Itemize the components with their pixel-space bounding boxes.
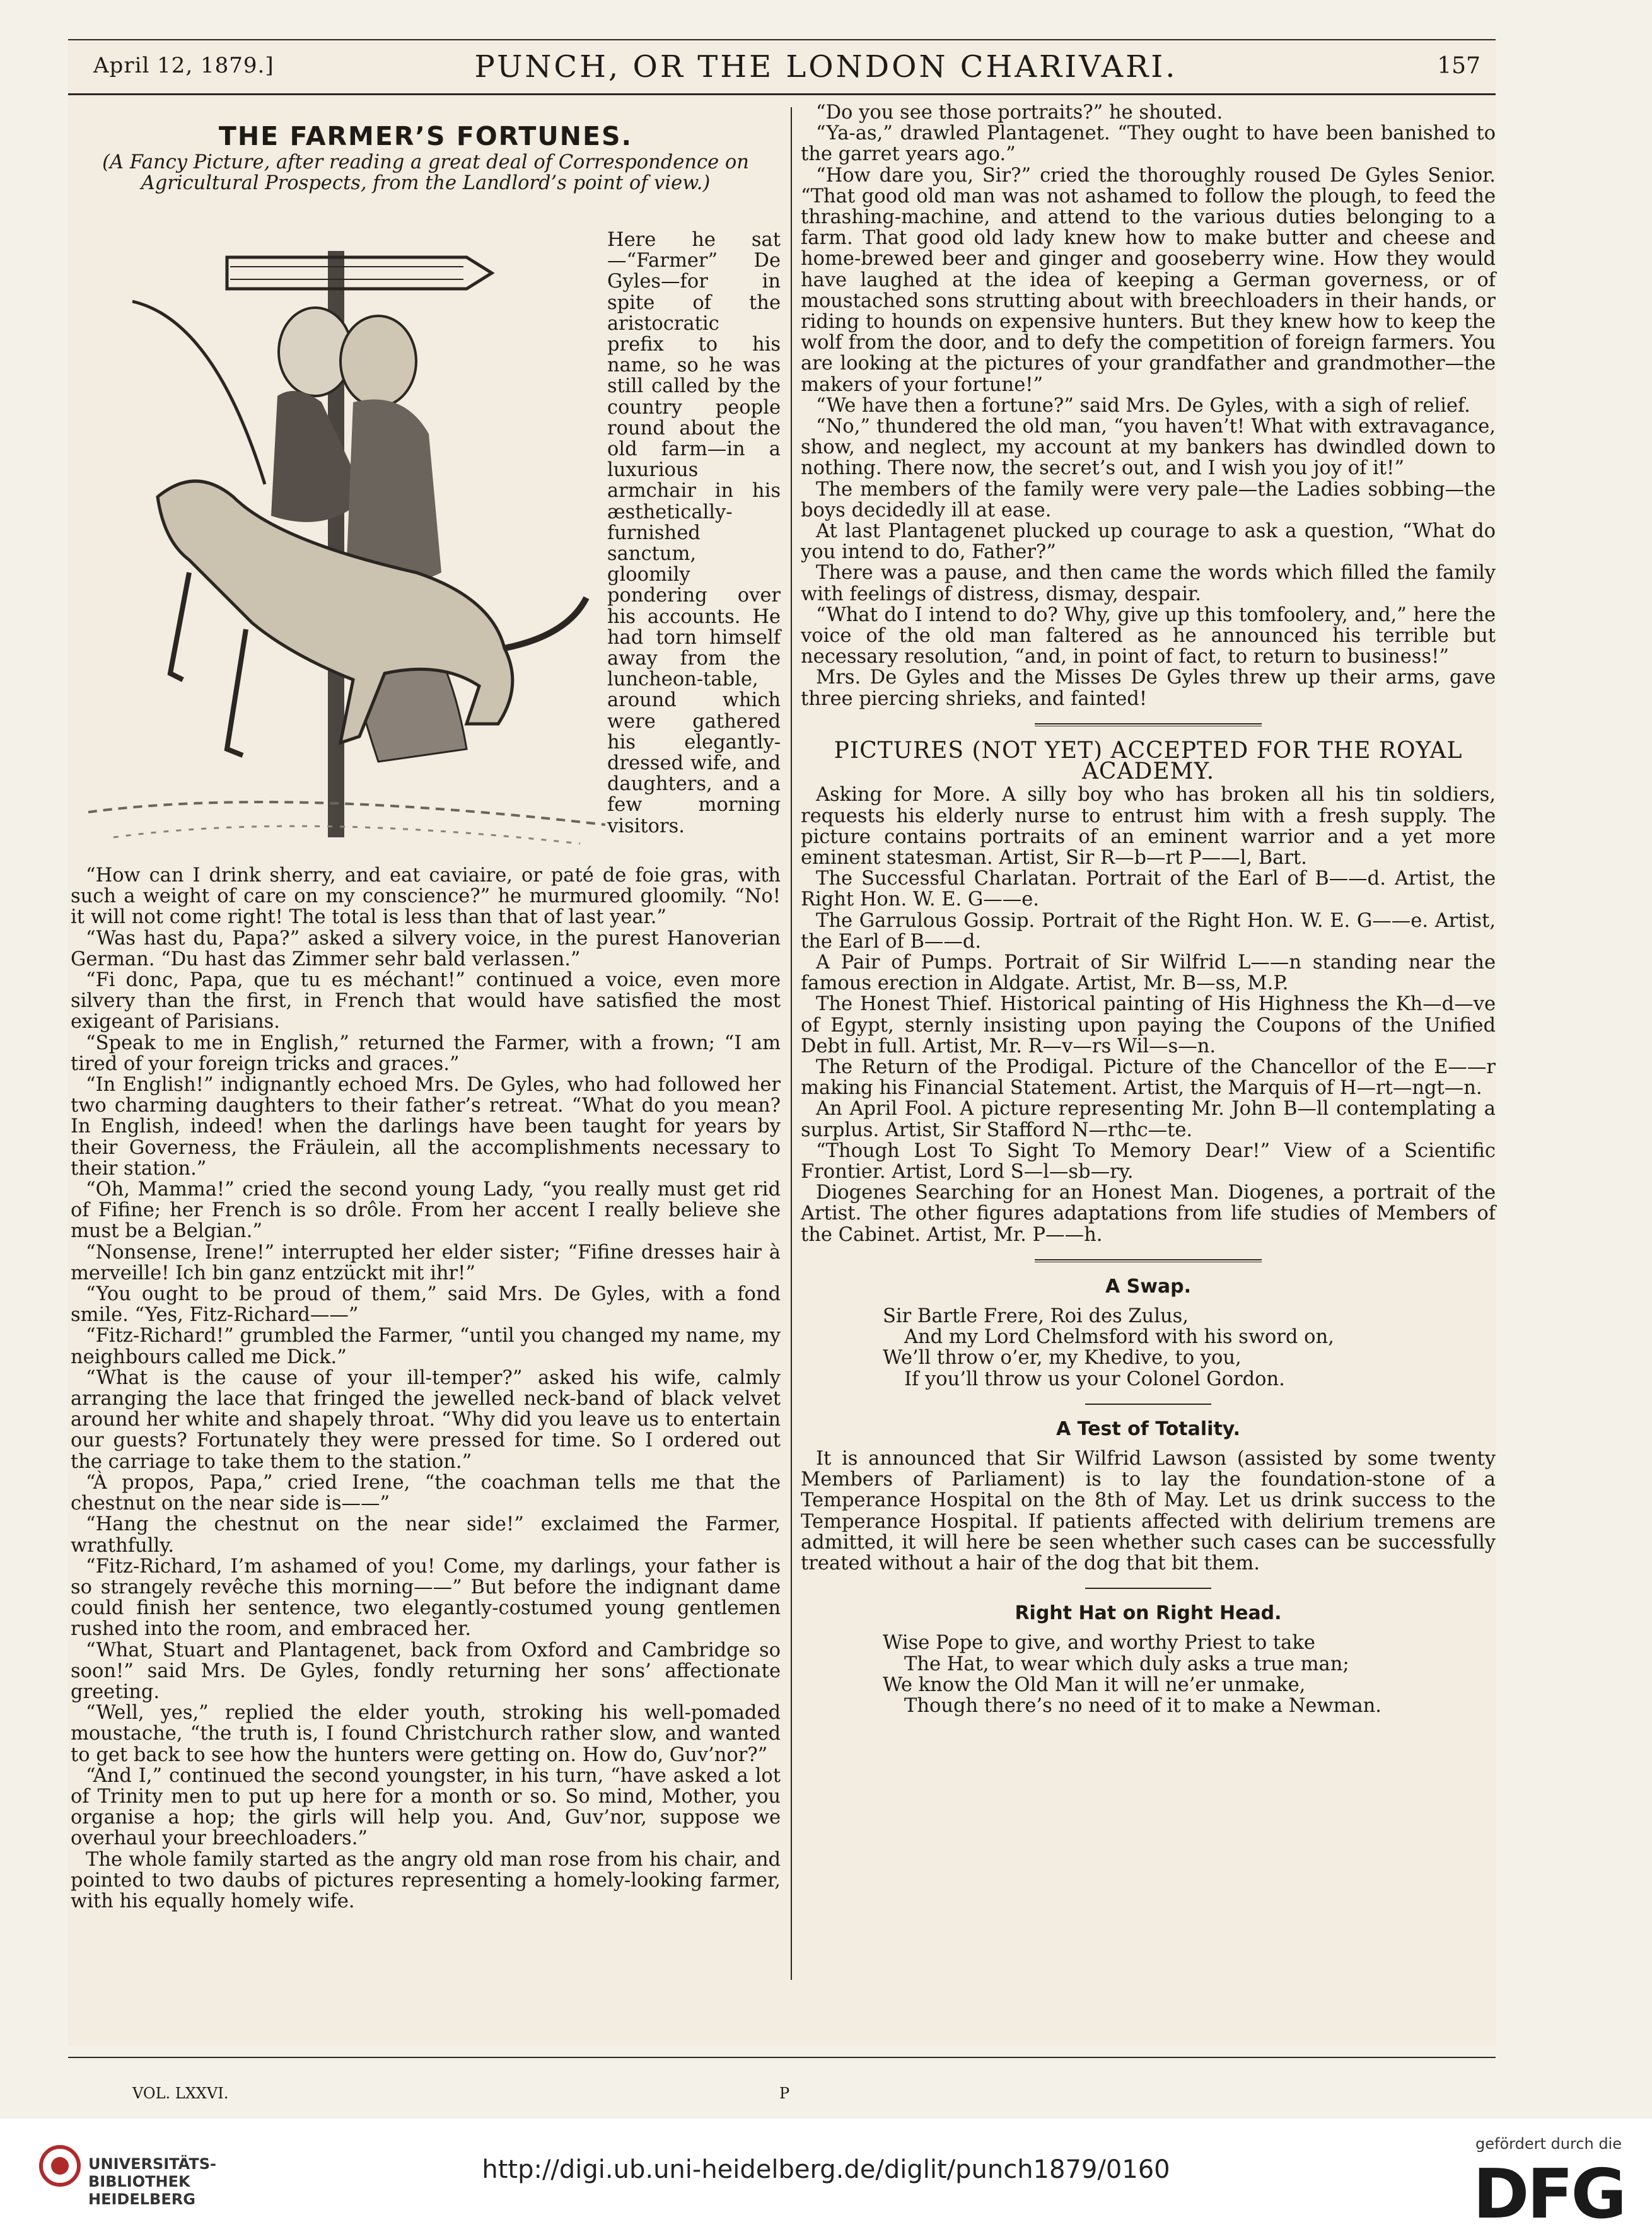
pictures-entry: The Honest Thief. Historical painting of His Highness the Kh—d—ve of Egypt, sternly insisting upon paying the Coupons of the Unified Debt in full. Artist, Mr. R—v—rs Wil—s—n. [801,993,1496,1057]
story-paragraph: “Oh, Mamma!” cried the second young Lady, “you really must get rid of Fifine; her French is so drôle. From her accent I really believe she must be a Belgian.” [71,1178,781,1243]
story-paragraph: “Fitz-Richard, I’m ashamed of you! Come, my darlings, your father is so strangely revêche this morning——” But before the indignant dame could finish her sentence, two elegantly-costumed young gentlemen rushed into the room, and embraced her. [71,1555,781,1641]
verse-line: Though there’s no need of it to make a Newman. [904,1695,1382,1718]
story-paragraph: “How dare you, Sir?” cried the thoroughly roused De Gyles Senior. “That good old man was not ashamed to follow the plough, to feed the thrashing-machine, and attend to the various duties belonging to a farm. That good old lady knew how to make butter and cheese and home-brewed beer and ginger and gooseberry wine. How they would have laughed at the idea of keeping a German governess, or of moustached sons strutting about with breechloaders in their hands, or riding to hounds on expensive hunters. But they knew how to keep the wolf from the door, and to defy the competition of foreign farmers. You are looking at the pictures of your grandfather and grandmother—the makers of your fortune!” [801,164,1496,396]
header-rule [68,93,1496,95]
story-paragraph: “Ya-as,” drawled Plantagenet. “They ought to have been banished to the garret years ago.” [801,122,1496,166]
verse-line: Wise Pope to give, and worthy Priest to take [883,1632,1315,1655]
dfg-logo: DFG [1472,2155,1624,2234]
hat-verse [883,1632,1496,1716]
story-paragraph: “In English!” indignantly echoed Mrs. De Gyles, who had followed her two charming daughters to their father’s retreat. “What do you mean? In English, indeed! when the darlings have been taught for years by their Governess, the Fräulein, all the accomplishments necessary to their station.” [71,1074,781,1180]
story-paragraph: “Was hast du, Papa?” asked a silvery voice, in the purest Hanoverian German. “Du hast das Zimmer sehr bald verlassen.” [71,927,781,970]
pictures-title: PICTURES (NOT YET) ACCEPTED FOR THE ROYAL ACADEMY. [834,737,1463,785]
story-paragraph: “Hang the chestnut on the near side!” exclaimed the Farmer, wrathfully. [71,1513,781,1557]
pictures-entry: The Return of the Prodigal. Picture of the Chancellor of the E——r making his Financial Statement. Artist, the Marquis of H—rt—ngt—n. [801,1056,1496,1100]
section-separator [1035,723,1262,726]
story-paragraph: “Fi donc, Papa, que tu es méchant!” continued a voice, even more silvery than the first, in French that would have satisfied the most exigeant of Parisians. [71,969,781,1033]
story-paragraph: Mrs. De Gyles and the Misses De Gyles threw up their arms, gave three piercing shrieks, and fainted! [801,666,1496,710]
story-paragraph: “We have then a fortune?” said Mrs. De Gyles, with a sigh of relief. [816,394,1470,417]
pictures-entry: Asking for More. A silly boy who has broken all his tin soldiers, requests his elderly nurse to entrust him with a fresh supply. The picture contains portraits of an eminent warrior and a yet more eminent statesman. Artist, Sir R—b—rt P——l, Bart. [801,784,1496,869]
article-subtitle: (A Fancy Picture, after reading a great deal of Correspondence on Agricultural Prospects, from the Landlord’s point of view.) [102,151,749,195]
pictures-entry: A Pair of Pumps. Portrait of Sir Wilfrid L——n standing near the famous erection in Aldgate. Artist, Mr. B—ss, M.P. [801,951,1496,995]
story-paragraph: “And I,” continued the second youngster, in his turn, “have asked a lot of Trinity men to put up here for a month or so. So mind, Mother, you organise a hop; the girls will help you. And, Guv’nor, suppose we overhaul your breechloaders.” [71,1764,781,1850]
pictures-entry: Diogenes Searching for an Honest Man. Diogenes, a portrait of the Artist. The other figures adaptations from life studies of Members of the Cabinet. Artist, Mr. P——h. [801,1182,1496,1246]
verse-line: The Hat, to wear which duly asks a true man; [904,1653,1349,1675]
pictures-entry: “Though Lost To Sight To Memory Dear!” View of a Scientific Frontier. Artist, Lord S—l—sb—ry. [801,1139,1496,1183]
story-paragraph: “What, Stuart and Plantagenet, back from Oxford and Cambridge so soon!” said Mrs. De Gyles, fondly returning her sons’ affectionate greeting. [71,1639,781,1703]
story-paragraph: “Speak to me in English,” returned the Farmer, with a frown; “I am tired of your foreign tricks and graces.” [71,1032,781,1075]
library-name-line: HEIDELBERG [88,2190,195,2208]
verse-line: Sir Bartle Frere, Roi des Zulus, [883,1305,1189,1327]
swap-title: A Swap. [1105,1275,1192,1298]
story-paragraph: “Nonsense, Irene!” interrupted her elder sister; “Fifine dresses hair à merveille! Ich bin ganz entzückt mit ihr!” [71,1241,781,1284]
volume-number: VOL. LXXVI. [132,2085,229,2102]
story-paragraph: The members of the family were very pale—the Ladies sobbing—the boys decidedly ill at ease. [801,478,1496,521]
pictures-entry: The Garrulous Gossip. Portrait of the Right Hon. W. E. G——e. Artist, the Earl of B——d. [801,909,1496,953]
column-divider [791,107,792,1980]
story-paragraph: “Do you see those portraits?” he shouted. [816,102,1223,124]
right-column [801,102,1496,1716]
masthead-title: PUNCH, OR THE LONDON CHARIVARI. [474,49,1178,84]
farmer-heading-block [71,121,781,198]
verse-line: We’ll throw o’er, my Khedive, to you, [883,1347,1242,1370]
source-url-link[interactable]: http://digi.ub.uni-heidelberg.de/diglit/punch1879/0160 [482,2155,1170,2184]
hat-title: Right Hat on Right Head. [1015,1602,1282,1625]
story-paragraph: “You ought to be proud of them,” said Mrs. De Gyles, with a fond smile. “Yes, Fitz-Richard——” [71,1283,781,1327]
story-paragraph: “Fitz-Richard!” grumbled the Farmer, “until you changed my name, my neighbours called me Dick.” [71,1325,781,1368]
page-number: 157 [1437,53,1480,79]
story-paragraph: There was a pause, and then came the words which filled the family with feelings of distress, dismay, despair. [801,562,1496,605]
library-name-line: UNIVERSITÄTS- [88,2155,217,2173]
signature-mark: P [779,2085,790,2102]
section-separator [1035,1259,1262,1262]
farmer-story-column [71,865,781,1912]
swap-verse [883,1306,1496,1390]
library-name-line: BIBLIOTHEK [88,2173,190,2190]
verse-line: And my Lord Chelmsford with his sword on, [904,1326,1334,1349]
pictures-entry: The Successful Charlatan. Portrait of the Earl of B——d. Artist, the Right Hon. W. E. G——e. [801,868,1496,911]
bottom-rule [68,2057,1496,2058]
story-paragraph: “What do I intend to do? Why, give up this tomfoolery, and,” here the voice of the old man faltered as he announced his terrible but necessary resolution, “and, in point of fact, to return to business!” [801,603,1496,668]
totality-title: A Test of Totality. [1056,1417,1241,1440]
story-paragraph: “What is the cause of your ill-temper?” asked his wife, calmly arranging the lace that fringed the jewelled neck-band of black velvet around her white and shapely throat. “Why did you leave us to entertain our guests? Fortunately they were pressed for time. So I ordered out the carriage to take them to the station.” [71,1366,781,1473]
totality-text: It is announced that Sir Wilfrid Lawson (assisted by some twenty Members of Parliament) is to lay the foundation-stone of a Temperance Hospital on the 8th of May. Let us drink success to the Temperance Hospital. If patients affected with delirium tremens are admitted, it will here be seen whether such cases can be successfully treated without a hair of the dog that bit them. [801,1447,1496,1574]
story-paragraph: The whole family started as the angry old man rose from his chair, and pointed to two daubs of pictures representing a homely-looking farmer, with his equally homely wife. [71,1848,781,1912]
funded-by-label: gefördert durch die [1475,2135,1622,2153]
outer-frame-top [68,39,1496,40]
story-paragraph: “Well, yes,” replied the elder youth, stroking his well-pomaded moustache, “the truth is, I found Christchurch rather slow, and wanted to get back to see how the hunters were getting on. How do, Guv’nor?” [71,1702,781,1766]
section-separator [1085,1404,1211,1405]
story-paragraph: At last Plantagenet plucked up courage to ask a question, “What do you intend to do, Father?” [801,520,1496,564]
pictures-entry: An April Fool. A picture representing Mr. John B—ll contemplating a surplus. Artist, Sir Stafford N—rthc—te. [801,1098,1496,1141]
verse-line: We know the Old Man it will ne’er unmake, [883,1673,1306,1696]
story-paragraph: “À propos, Papa,” cried Irene, “the coachman tells me that the chestnut on the near side is——” [71,1471,781,1515]
article-title: THE FARMER’S FORTUNES. [218,121,633,151]
section-separator [1085,1588,1211,1589]
story-paragraph: “No,” thundered the old man, “you haven’t! What with extravagance, show, and neglect, my account at my bankers has dwindled down to nothing. There now, the secret’s out, and I wish you joy of it!” [801,416,1496,480]
header-date: April 12, 1879.] [93,53,274,78]
verse-line: If you’ll throw us your Colonel Gordon. [904,1368,1285,1390]
story-paragraph: “How can I drink sherry, and eat caviaire, or paté de foie gras, with such a weight of care on my conscience?” he murmured gloomily. “No! it will not come right! The total is less than that of last year.” [71,864,781,929]
illustration-farmer-on-horse [88,245,605,863]
article-intro-wrap: Here he sat—“Farmer” De Gyles—for in spite of the aristocratic prefix to his name, so he was still called by the country people round about the old farm—in a luxurious armchair in his æsthetically-furnished sanctum, gloomily pondering over his accounts. He had torn himself away from the luncheon-table, around which were gathered his elegantly-dressed wife, and daughters, and a few morning visitors. [607,229,781,837]
